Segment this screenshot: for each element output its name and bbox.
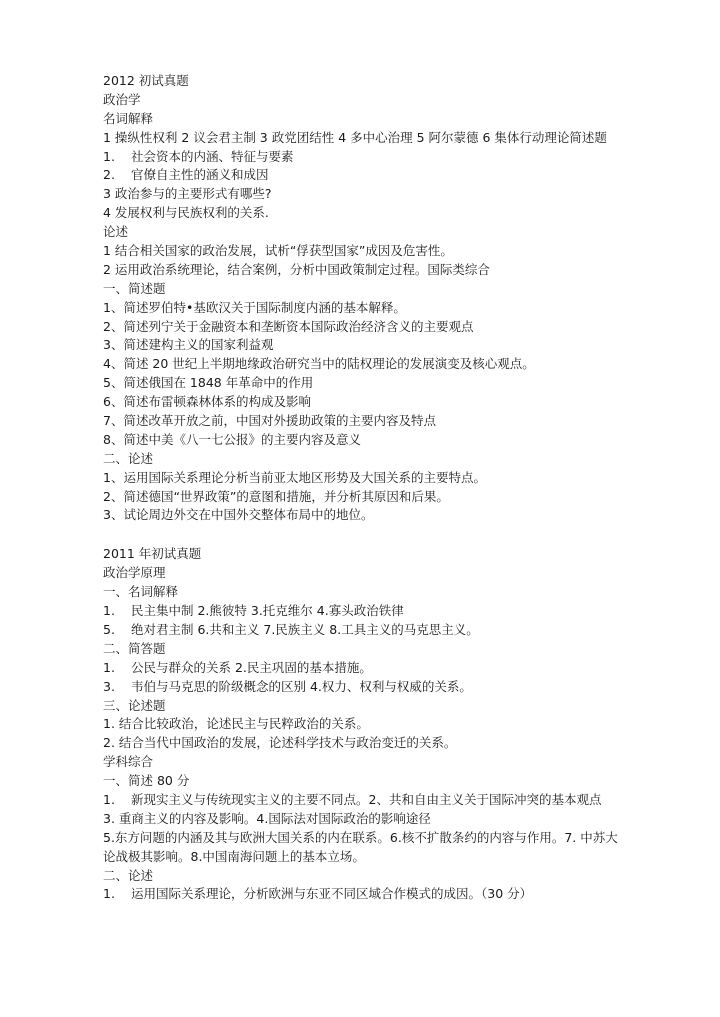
list-item: 1、运用国际关系理论分析当前亚太地区形势及大国关系的主要特点。 <box>103 469 486 485</box>
item-text: 韦伯与马克思的阶级概念的区别 4.权力、权利与权威的关系。 <box>131 678 472 694</box>
list-item: 1、简述罗伯特•基欧汉关于国际制度内涵的基本解释。 <box>103 299 406 315</box>
comprehensive-heading: 学科综合 <box>103 754 154 770</box>
item-number: 1. <box>103 603 115 619</box>
list-item <box>103 885 623 904</box>
item-number: 5. <box>103 621 115 637</box>
item-text: 民主集中制 2.熊彼特 3.托克维尔 4.寡头政治铁律 <box>131 603 404 619</box>
list-item: 1 结合相关国家的政治发展，试析“俘获型国家”成因及危害性。 <box>103 243 453 259</box>
list-item <box>103 602 623 621</box>
subject-heading: 政治学原理 <box>103 565 166 581</box>
item-text: 公民与群众的关系 2.民主巩固的基本措施。 <box>131 659 372 675</box>
list-item: 3、试论周边外交在中国外交整体布局中的地位。 <box>103 507 374 523</box>
list-item: 3 政治参与的主要形式有哪些? <box>103 186 272 202</box>
section-spacer <box>103 525 623 545</box>
item-text: 新现实主义与传统现实主义的主要不同点。2、共和自由主义关于国际冲突的基本观点 <box>131 791 602 807</box>
item-text: 社会资本的内涵、特征与要素 <box>131 148 294 164</box>
comp-essay-heading: 二、论述 <box>103 867 154 883</box>
list-item: 8、简述中美《八一七公报》的主要内容及意义 <box>103 431 361 447</box>
list-item: 4、简述 20 世纪上半期地缘政治研究当中的陆权理论的发展演变及核心观点。 <box>103 356 535 372</box>
list-item: 4 发展权利与民族权利的关系. <box>103 205 269 221</box>
list-item: 2. 结合当代中国政治的发展，论述科学技术与政治变迁的关系。 <box>103 735 457 751</box>
item-text: 官僚自主性的涵义和成因 <box>131 167 269 183</box>
item-number: 2. <box>103 167 115 183</box>
list-item: 1. 结合比较政治，论述民主与民粹政治的关系。 <box>103 716 369 732</box>
terms-line: 1 操纵性权利 2 议会君主制 3 政党团结性 4 多中心治理 5 阿尔蒙德 6 集体行动理论简述题 <box>103 129 607 145</box>
list-item: 2、简述列宁关于金融资本和垄断资本国际政治经济含义的主要观点 <box>103 318 474 334</box>
list-item: 2 运用政治系统理论，结合案例，分析中国政策制定过程。国际类综合 <box>103 261 490 277</box>
list-item <box>103 148 623 167</box>
item-number: 3. <box>103 678 115 694</box>
item-number: 1. <box>103 886 115 902</box>
item-number: 1. <box>103 659 115 675</box>
list-item <box>103 659 623 678</box>
section-title-2012: 2012 初试真题 <box>103 73 189 88</box>
list-item <box>103 621 623 640</box>
list-item: 5、简述俄国在 1848 年革命中的作用 <box>103 375 314 391</box>
list-item: 6、简述布雷顿森林体系的构成及影响 <box>103 394 311 410</box>
item-text: 绝对君主制 6.共和主义 7.民族主义 8.工具主义的马克思主义。 <box>131 621 479 637</box>
list-item: 5.东方问题的内涵及其与欧洲大国关系的内在联系。6.核不扩散条约的内容与作用。7. 中苏大论战极其影响。8.中国南海问题上的基本立场。 <box>103 829 618 864</box>
list-item: 3. 重商主义的内容及影响。4.国际法对国际政治的影响途径 <box>103 810 431 826</box>
subject-heading: 政治学 <box>103 91 141 107</box>
item-number: 1. <box>103 791 115 807</box>
comp-short-heading: 一、简述 80 分 <box>103 773 190 789</box>
essay-heading: 论述 <box>103 224 129 240</box>
item-number: 1. <box>103 148 115 164</box>
document-page <box>103 72 623 904</box>
list-item <box>103 166 623 185</box>
list-item: 7、简述改革开放之前，中国对外援助政策的主要内容及特点 <box>103 413 436 429</box>
list-item: 2、简述德国“世界政策”的意图和措施，并分析其原因和后果。 <box>103 488 449 504</box>
list-item <box>103 791 623 810</box>
qa-heading: 二、简答题 <box>103 640 166 656</box>
intl-essay-heading: 二、论述 <box>103 450 154 466</box>
essay-heading: 三、论述题 <box>103 697 166 713</box>
list-item <box>103 678 623 697</box>
section-title-2011: 2011 年初试真题 <box>103 546 202 562</box>
list-item: 3、简述建构主义的国家利益观 <box>103 337 274 353</box>
terms-heading: 一、名词解释 <box>103 584 179 600</box>
intl-short-heading: 一、简述题 <box>103 280 166 296</box>
terms-heading: 名词解释 <box>103 110 154 126</box>
item-text: 运用国际关系理论，分析欧洲与东亚不同区域合作模式的成因。（30 分） <box>131 886 533 902</box>
